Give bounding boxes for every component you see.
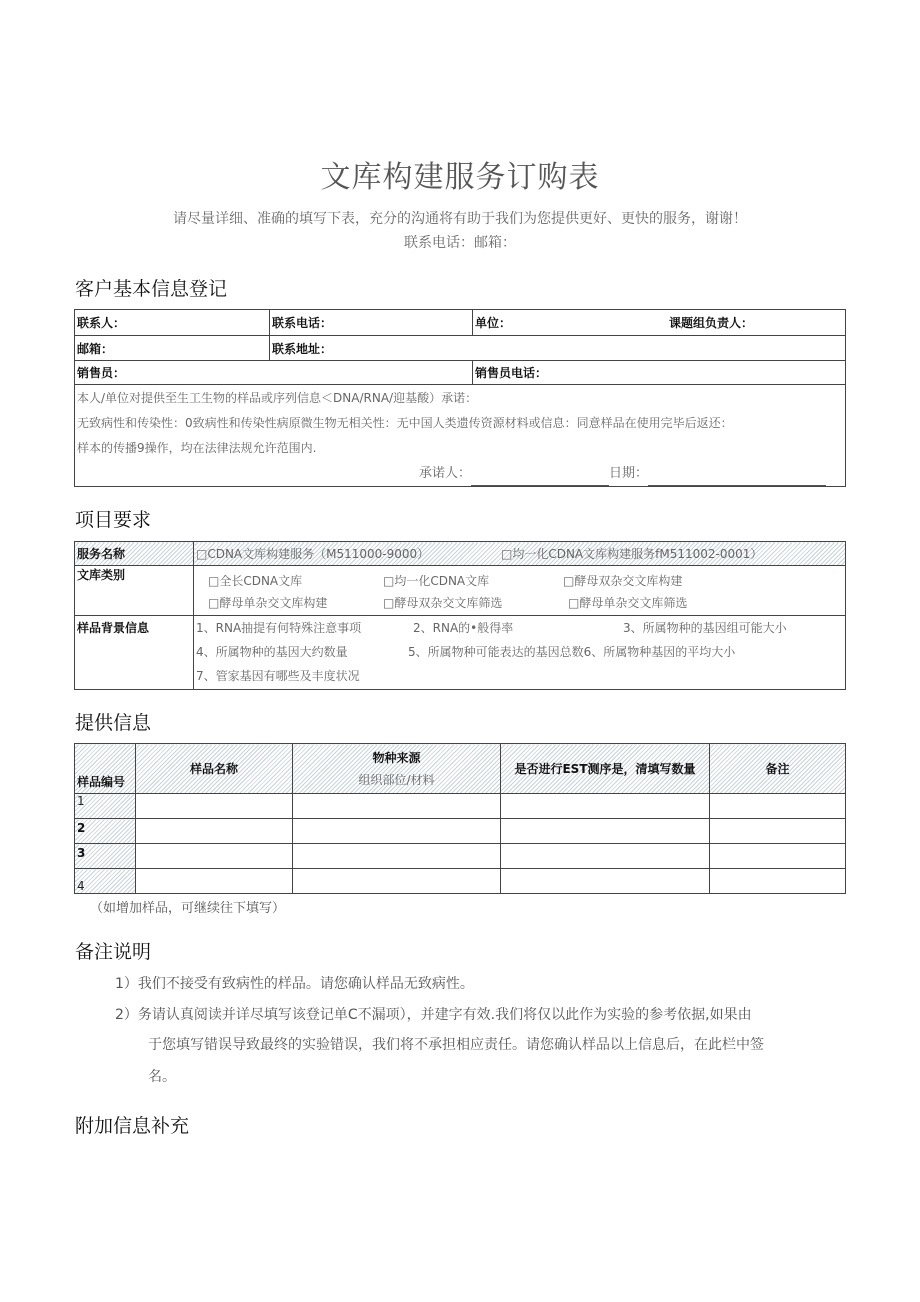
row-id: 2 xyxy=(75,819,136,844)
sample-table xyxy=(74,743,846,894)
col-note: 备注 xyxy=(710,744,846,794)
phone-field[interactable]: 联系电话： xyxy=(270,310,473,336)
cell-note[interactable] xyxy=(710,869,846,894)
extra-heading: 附加信息补充 xyxy=(75,1115,190,1137)
note-item-2-line-1: 2）务请认真阅读并详尽填写该登记单C不漏项），并建字有效.我们将仅以此作为实验的参考依据,如果由 xyxy=(115,1007,752,1023)
col-source-sub: 组织部位/材料 xyxy=(358,772,435,787)
bg-item: 1、RNA抽提有何特殊注意事项 xyxy=(196,621,362,635)
note-item-2-line-3: 名。 xyxy=(148,1069,176,1085)
address-field[interactable]: 联系地址： xyxy=(270,336,846,361)
date-line[interactable] xyxy=(648,473,826,486)
library-type-options xyxy=(194,566,846,616)
pledge-sign-row xyxy=(77,461,843,486)
cell-note[interactable] xyxy=(710,819,846,844)
lib-option-y1h-screen[interactable]: □酵母单杂交文库筛选 xyxy=(568,596,688,610)
bg-item: 5、所属物种可能表达的基因总数6、所属物种基因的平均大小 xyxy=(408,645,736,659)
sales-phone-field[interactable]: 销售员电话： xyxy=(473,361,846,385)
signer-label: 承诺人： xyxy=(419,466,472,481)
service-options xyxy=(194,542,846,566)
cell-note[interactable] xyxy=(710,794,846,819)
pledge-line-2: 无致病性和传染性：0致病性和传染性病原微生物无相关性：无中国人类遗传资源材料或信息：同意样品在使用完毕后返还： xyxy=(77,416,733,430)
customer-table xyxy=(74,309,846,487)
service-option-1[interactable]: □CDNA文库构建服务（M511000-9000） xyxy=(196,547,430,561)
col-est: 是否进行EST测序是，清填写数量 xyxy=(501,744,710,794)
bg-item: 4、所属物种的基因大约数量 xyxy=(196,645,348,659)
note-item-2-line-2: 于您填写错误导致最终的实验错误，我们将不承担相应责任。请您确认样品以上信息后，在此栏中签 xyxy=(148,1037,764,1053)
page-title: 文库构建服务订购表 xyxy=(320,160,600,195)
lib-option-y2h-screen[interactable]: □酵母双杂交文库筛选 xyxy=(383,596,503,610)
cell-source[interactable] xyxy=(293,844,501,869)
lib-option-full-length[interactable]: □全长CDNA文库 xyxy=(208,574,303,588)
cell-source[interactable] xyxy=(293,794,501,819)
col-sample-name: 样品名称 xyxy=(136,744,293,794)
bg-item: 3、所属物种的基因组可能大小 xyxy=(623,621,787,635)
service-option-2[interactable]: □均一化CDNA文库构建服务fM511002-0001） xyxy=(501,547,763,561)
cell-source[interactable] xyxy=(293,819,501,844)
intro-line-1: 请尽量详细、准确的填写下表，充分的沟通将有助于我们为您提供更好、更快的服务，谢谢！ xyxy=(173,211,747,227)
col-sample-id: 样品编号 xyxy=(75,744,136,794)
project-table xyxy=(74,541,846,690)
lib-option-y1h-build[interactable]: □酵母单杂交文库构建 xyxy=(208,596,328,610)
lib-option-y2h-build[interactable]: □酵母双杂交文库构建 xyxy=(563,574,683,588)
note-item-1: 1）我们不接受有致病性的样品。请您确认样品无致病性。 xyxy=(115,976,474,992)
service-label: 服务名称 xyxy=(75,542,194,566)
bg-item: 7、管家基因有哪些及丰度状况 xyxy=(196,669,360,683)
contact-field[interactable]: 联系人： xyxy=(75,310,270,336)
supply-footnote: （如增加样品，可继续往下填写） xyxy=(90,901,286,916)
cell-source[interactable] xyxy=(293,869,501,894)
leader-field[interactable]: 课题组负责人： xyxy=(667,310,846,336)
bg-item: 2、RNA的•般得率 xyxy=(413,621,514,635)
row-id: 1 xyxy=(75,794,136,819)
row-id: 3 xyxy=(75,844,136,869)
date-label: 日期： xyxy=(609,466,649,481)
cell-name[interactable] xyxy=(136,869,293,894)
customer-heading: 客户基本信息登记 xyxy=(75,278,228,300)
supply-heading: 提供信息 xyxy=(75,712,152,734)
project-heading: 项目要求 xyxy=(75,509,152,531)
pledge-line-3: 样本的传播9操作，均在法律法规允许范围内. xyxy=(77,441,317,455)
library-type-label: 文库类别 xyxy=(75,566,194,616)
pledge-block xyxy=(75,385,846,487)
col-source xyxy=(293,744,501,794)
note-item-2 xyxy=(115,1004,840,1086)
col-source-title: 物种来源 xyxy=(372,750,421,765)
unit-field[interactable]: 单位： xyxy=(473,310,668,336)
background-items xyxy=(194,616,846,690)
cell-est[interactable] xyxy=(501,844,710,869)
row-id: 4 xyxy=(75,869,136,894)
background-label: 样品背景信息 xyxy=(75,616,194,690)
sales-field[interactable]: 销售员： xyxy=(75,361,473,385)
signer-line[interactable] xyxy=(471,473,609,486)
cell-name[interactable] xyxy=(136,819,293,844)
intro-line-2: 联系电话：邮箱： xyxy=(404,235,516,251)
cell-est[interactable] xyxy=(501,869,710,894)
notes-heading: 备注说明 xyxy=(75,941,152,963)
pledge-line-1: 本人/单位对提供至生工生物的样品或序列信息＜DNA/RNA/迎基酸）承诺： xyxy=(77,391,478,405)
cell-name[interactable] xyxy=(136,844,293,869)
email-field[interactable]: 邮箱： xyxy=(75,336,270,361)
cell-est[interactable] xyxy=(501,794,710,819)
lib-option-normalized[interactable]: □均一化CDNA文库 xyxy=(383,574,490,588)
cell-name[interactable] xyxy=(136,794,293,819)
cell-est[interactable] xyxy=(501,819,710,844)
cell-note[interactable] xyxy=(710,844,846,869)
